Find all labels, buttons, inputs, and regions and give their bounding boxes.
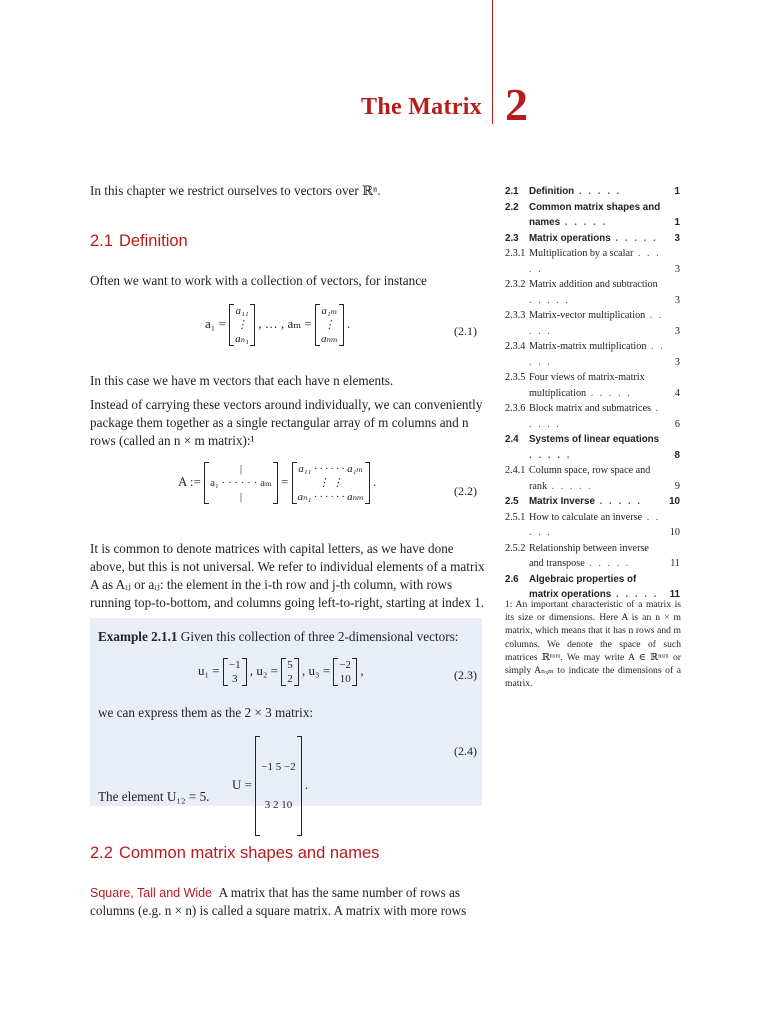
margin-toc xyxy=(505,184,680,603)
section-number: 2.1 xyxy=(90,232,113,250)
vector-u2 xyxy=(281,658,299,686)
eq-lhs: , u₂ = xyxy=(249,662,278,678)
example-mid: we can express them as the 2 × 3 matrix: xyxy=(98,705,314,720)
paragraph-1: Often we want to work with a collection of vectors, for instance xyxy=(90,273,427,288)
toc-title-text: Matrix-matrix multiplication xyxy=(529,341,647,352)
eq-tail: . xyxy=(346,315,351,331)
toc-entry[interactable] xyxy=(505,246,680,277)
toc-entry[interactable] xyxy=(505,200,680,231)
toc-leader-dots: . . . . . xyxy=(529,341,665,368)
toc-number: 2.3.1 xyxy=(505,248,526,259)
eq-equals: = xyxy=(280,473,289,489)
toc-title-text: Four views of matrix-matrix multiplication xyxy=(529,372,645,399)
eq-lhs: A := xyxy=(178,473,201,489)
toc-title-text: Algebraic properties of matrix operations xyxy=(529,573,637,600)
eq-tail: . xyxy=(304,776,309,792)
toc-leader-dots: . . . . . xyxy=(529,248,661,275)
toc-leader-dots: . . . . . xyxy=(529,310,664,337)
toc-leader-dots: . . . . . xyxy=(547,480,593,492)
toc-page: 3 xyxy=(674,232,680,244)
toc-page: 1 xyxy=(674,217,680,228)
toc-number: 2.3.2 xyxy=(505,279,526,290)
toc-leader-dots: . . . . . xyxy=(529,403,661,430)
example-text: Given this collection of three 2-dimensional vectors: xyxy=(180,629,459,644)
toc-title-text: Systems of linear equations xyxy=(529,434,660,445)
matrix-entry: aₙ₁ xyxy=(235,333,249,345)
matrix-entry: a₁ · · · · · · aₘ xyxy=(210,477,272,489)
matrix-entry: ⋮ xyxy=(236,319,248,331)
column-matrix xyxy=(204,462,278,504)
toc-number: 2.5.2 xyxy=(505,542,526,554)
eq-lhs: a₁ = xyxy=(205,315,226,331)
toc-number: 2.3.3 xyxy=(505,310,526,321)
toc-leader-dots: . . . . . xyxy=(610,232,658,244)
toc-title-text: Matrix addition and subtraction xyxy=(529,279,658,290)
section-title: Definition xyxy=(118,232,188,250)
toc-number: 2.3.5 xyxy=(505,372,526,383)
eq-separator: , … , xyxy=(258,315,285,331)
toc-leader-dots: . . . . . xyxy=(594,496,643,507)
column-vector-a1 xyxy=(229,304,255,346)
matrix-U xyxy=(255,736,301,836)
toc-title xyxy=(505,277,680,308)
toc-title xyxy=(505,308,680,339)
matrix-entry: 2 xyxy=(287,673,293,685)
equation-2-1 xyxy=(205,304,350,346)
toc-number: 2.5.1 xyxy=(505,511,526,523)
toc-title-text: Matrix-vector multiplication xyxy=(529,310,646,321)
toc-number: 2.2 xyxy=(505,201,519,213)
toc-leader-dots: . . . . . xyxy=(584,558,631,569)
toc-entry[interactable] xyxy=(505,370,680,401)
matrix-entry: a₁₁ · · · · · · a₁ₘ xyxy=(298,463,364,475)
matrix-entry: aₙₘ xyxy=(321,333,338,345)
toc-leader-dots: . . . . . xyxy=(611,589,659,600)
toc-page: 4 xyxy=(674,387,680,399)
section-number: 2.2 xyxy=(90,844,113,862)
equation-2-3 xyxy=(198,658,364,686)
toc-entry[interactable] xyxy=(505,541,680,572)
toc-number: 2.5 xyxy=(505,496,519,507)
equation-2-2 xyxy=(178,462,376,504)
toc-entry[interactable] xyxy=(505,494,680,510)
eq-lhs: , u₃ = xyxy=(301,662,331,678)
toc-number: 2.4 xyxy=(505,434,519,445)
chapter-number: 2 xyxy=(505,79,528,130)
eq-lhs: u₁ = xyxy=(198,662,220,678)
toc-title xyxy=(505,463,680,494)
toc-title-text: Definition xyxy=(529,186,575,197)
chapter-rule xyxy=(492,0,493,124)
toc-title xyxy=(505,339,680,370)
paragraph-3: Instead of carrying these vectors around individually, we can conveniently package them together as a single rectangular array of m columns and n rows (called an n × m matrix):¹ xyxy=(90,397,483,448)
toc-title-text: How to calculate an inverse xyxy=(529,511,643,523)
paragraph-2: In this case we have m vectors that each have n elements. xyxy=(90,373,394,388)
chapter-title: The Matrix xyxy=(361,94,482,120)
toc-title-text: Matrix operations xyxy=(529,232,611,244)
toc-leader-dots: . . . . . xyxy=(529,294,570,306)
eq-lhs: aₘ = xyxy=(287,315,312,331)
matrix-entry: 3 xyxy=(231,673,238,685)
toc-number: 2.4.1 xyxy=(505,465,526,476)
sidenote-1: 1: An important characteristic of a matrix is its size or dimensions. Here A is an n × m matrix, which means that it has n rows and m columns. We denote the space of such matrices ℝⁿˣᵐ. We may write A ∈ ℝⁿˣᵐ or simply Aₙₓₘ to indicate the dimensions of a matrix. xyxy=(505,599,681,690)
toc-title xyxy=(505,231,680,247)
toc-title xyxy=(505,246,680,277)
toc-title xyxy=(505,432,680,463)
toc-leader-dots: . . . . . xyxy=(529,511,661,538)
toc-page: 3 xyxy=(674,325,680,337)
toc-number: 2.3.4 xyxy=(505,341,526,352)
toc-page: 3 xyxy=(674,294,680,306)
toc-title xyxy=(505,510,680,541)
example-label: Example 2.1.1 xyxy=(98,629,178,644)
toc-entry[interactable] xyxy=(505,463,680,494)
toc-number: 2.6 xyxy=(505,573,519,585)
toc-leader-dots: . . . . . xyxy=(560,217,608,228)
matrix-entry: −2 xyxy=(339,659,352,671)
toc-entry[interactable] xyxy=(505,231,680,247)
toc-title-text: Relationship between inverse and transpose xyxy=(529,542,649,569)
toc-page: 9 xyxy=(674,480,680,492)
eq-tail: . xyxy=(373,473,377,489)
equation-number: (2.4) xyxy=(454,744,477,758)
toc-leader-dots: . . . . . xyxy=(574,186,622,197)
paragraph-4: It is common to denote matrices with capital letters, as we have done above, but this is not universal. We refer to individual elements of a matrix A as Aᵢⱼ or aᵢⱼ: the element in the i-th row and j-th column, with rows running top-to-bottom, and columns going left-to-right, starting at index 1. xyxy=(90,541,485,610)
toc-page: 10 xyxy=(669,496,680,507)
section-heading-2-2 xyxy=(90,844,379,863)
toc-title xyxy=(505,370,680,401)
toc-title xyxy=(505,494,680,510)
toc-title xyxy=(505,541,680,572)
equation-number: (2.3) xyxy=(454,668,477,682)
section-heading-2-1 xyxy=(90,232,188,251)
toc-page: 3 xyxy=(674,263,680,275)
toc-title-text: Matrix Inverse xyxy=(529,496,595,507)
toc-title-text: Multiplication by a scalar xyxy=(529,248,634,259)
eq-lhs: U = xyxy=(232,776,252,792)
toc-title xyxy=(505,200,680,231)
toc-title xyxy=(505,184,680,200)
paragraph-text: A matrix that has the same number of rows as columns (e.g. n × n) is called a square matrix. A matrix with more rows xyxy=(90,885,467,918)
toc-entry[interactable] xyxy=(505,339,680,370)
eq-tail: , xyxy=(360,662,364,678)
toc-page: 8 xyxy=(674,449,680,461)
toc-page: 1 xyxy=(674,186,680,197)
paragraph-lead: Square, Tall and Wide xyxy=(90,886,213,900)
matrix-entry: | xyxy=(239,491,243,503)
toc-page: 11 xyxy=(670,558,680,569)
toc-entry[interactable] xyxy=(505,432,680,463)
toc-page: 10 xyxy=(669,527,680,538)
matrix-entry: 3 2 10 xyxy=(264,799,293,811)
toc-number: 2.3 xyxy=(505,232,519,244)
matrix-entry: a₁₁ xyxy=(235,305,249,317)
matrix-entry: ⋮ ⋮ xyxy=(318,477,344,489)
toc-leader-dots: . . . . . xyxy=(529,449,572,461)
equation-number: (2.2) xyxy=(454,484,477,498)
matrix-entry: a₁ₘ xyxy=(321,305,338,317)
toc-leader-dots: . . . . . xyxy=(586,387,632,399)
example-end: The element U₁₂ = 5. xyxy=(98,789,210,804)
vector-u3 xyxy=(333,658,357,686)
equation-2-4 xyxy=(232,736,308,836)
vector-u1 xyxy=(223,658,247,686)
paragraph-5 xyxy=(90,884,486,920)
toc-title-text: Block matrix and submatrices xyxy=(529,403,651,414)
matrix-entry: ⋮ xyxy=(323,319,335,331)
matrix-entry: −1 5 −2 xyxy=(261,761,296,773)
matrix-entry: 10 xyxy=(339,673,351,685)
toc-number: 2.1 xyxy=(505,186,519,197)
toc-number: 2.3.6 xyxy=(505,403,526,414)
element-matrix xyxy=(292,462,370,504)
toc-entry[interactable] xyxy=(505,510,680,541)
toc-entry[interactable] xyxy=(505,184,680,200)
toc-title-text: Column space, row space and rank xyxy=(529,465,651,492)
intro-paragraph: In this chapter we restrict ourselves to vectors over ℝⁿ. xyxy=(90,183,381,198)
toc-entry[interactable] xyxy=(505,401,680,432)
toc-title xyxy=(505,401,680,432)
toc-page: 3 xyxy=(674,356,680,368)
toc-page: 6 xyxy=(674,418,680,430)
toc-title-text: Common matrix shapes and names xyxy=(529,201,661,228)
toc-page: 11 xyxy=(669,589,680,600)
matrix-entry: aₙ₁ · · · · · · aₙₘ xyxy=(297,491,364,503)
matrix-entry: 5 xyxy=(287,659,293,671)
matrix-entry: −1 xyxy=(228,659,241,671)
matrix-entry: | xyxy=(239,463,243,475)
toc-entry[interactable] xyxy=(505,277,680,308)
column-vector-am xyxy=(315,304,344,346)
toc-entry[interactable] xyxy=(505,308,680,339)
example-intro xyxy=(98,628,478,646)
section-title: Common matrix shapes and names xyxy=(118,844,380,862)
equation-number: (2.1) xyxy=(454,324,477,338)
